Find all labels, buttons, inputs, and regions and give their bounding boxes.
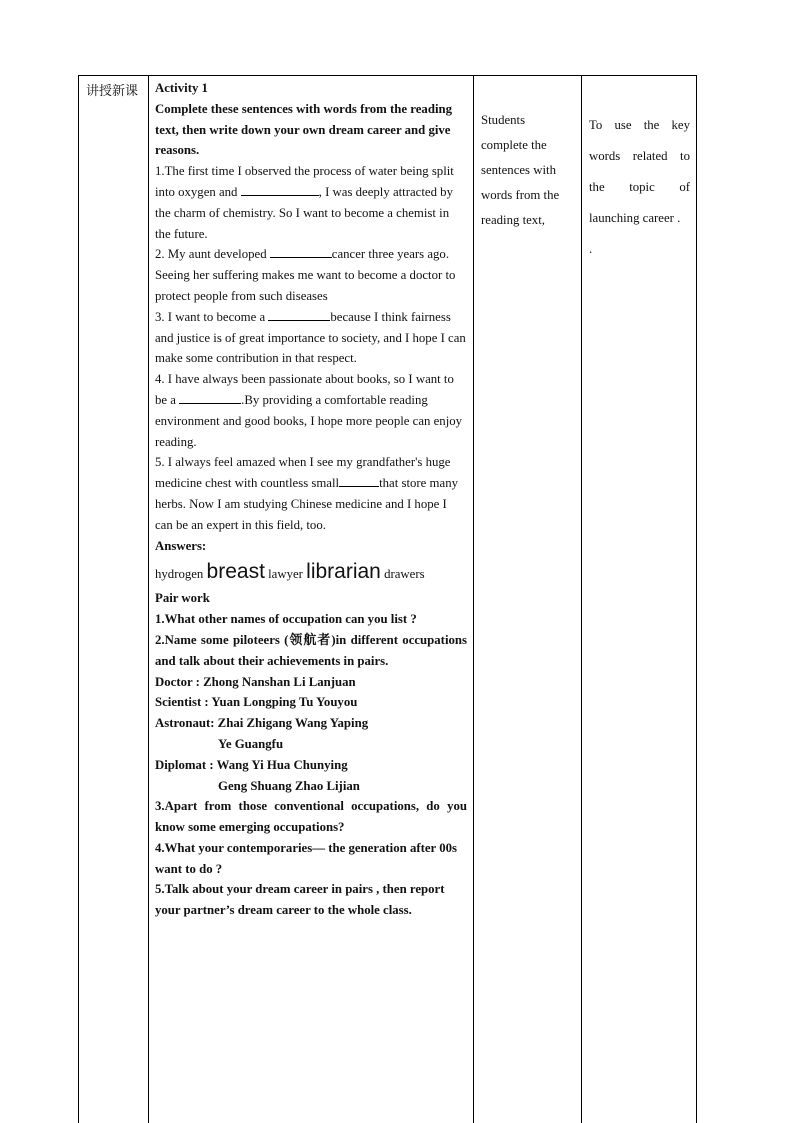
pairwork-q3: 3.Apart from those conventional occupations, do you know some emerging occupations? [155, 799, 467, 835]
sentence-2: 2. My aunt developed cancer three years ago. Seeing her suffering makes me want to become a doctor to protect people from such diseases [155, 247, 456, 303]
answers-title: Answers: [155, 538, 207, 553]
sentence-5: 5. I always feel amazed when I see my grandfather's huge medicine chest with countless small that store many herbs. Now I am studying Chinese medicine and I hope I can be an expert in this field, too. [155, 455, 458, 532]
table-border-col4 [581, 75, 582, 1123]
sentence-1: 1.The first time I observed the process of water being split into oxygen and , I was deeply attracted by the charm of chemistry. So I want to become a chemist in the future. [155, 164, 454, 241]
piloteers-diplomat-cont: Geng Shuang Zhao Lijian [218, 778, 360, 793]
pairwork-q1: 1.What other names of occupation can you list ? [155, 612, 417, 627]
activity-instruction: Complete these sentences with words from the reading text, then write down your own dream career and give reasons. [155, 101, 453, 158]
sentence-4: 4. I have always been passionate about books, so I want to be a .By providing a comfortable reading environment and good books, I hope more people can enjoy reading. [155, 372, 463, 449]
pairwork-q2: 2.Name some piloteers (领航者)in different occupations and talk about their achievements in pairs. [155, 632, 467, 668]
table-border-col3 [473, 75, 474, 1123]
student-activity-text: Students complete the sentences with words from the reading text, [481, 113, 560, 227]
answer-blank [339, 474, 379, 487]
activity-title: Activity 1 [155, 81, 208, 95]
answer-blank [241, 183, 319, 196]
pairwork-section [155, 588, 467, 921]
stage-label: 讲授新课 [86, 84, 139, 99]
table-border-right [696, 75, 697, 1123]
answer-blank [179, 391, 241, 404]
piloteers-doctor: Doctor : Zhong Nanshan Li Lanjuan [155, 674, 356, 689]
answer-3: lawyer [268, 567, 303, 582]
piloteers-diplomat: Diplomat : Wang Yi Hua Chunying [155, 757, 348, 772]
activity-cell [155, 78, 467, 921]
table-border-left [78, 75, 79, 1123]
stage-cell [86, 82, 146, 102]
piloteers-astronaut: Astronaut: Zhai Zhigang Wang Yaping [155, 716, 369, 731]
pairwork-q4: 4.What your contemporaries— the generation after 00s want to do ? [155, 840, 457, 876]
answers-row [155, 558, 467, 588]
piloteers-scientist: Scientist : Yuan Longping Tu Youyou [155, 695, 358, 710]
purpose-text: To use the key words related to the topic of launching career . [589, 118, 690, 225]
answer-blank [268, 308, 330, 321]
pairwork-title: Pair work [155, 591, 210, 606]
purpose-cell [589, 110, 690, 265]
answer-blank [270, 245, 332, 258]
piloteers-astronaut-cont: Ye Guangfu [218, 736, 284, 751]
answer-1: hydrogen [155, 567, 204, 582]
pairwork-q5: 5.Talk about your dream career in pairs , then report your partner’s dream career to the whole class. [155, 882, 445, 918]
answer-5: drawers [384, 567, 425, 582]
sentence-3: 3. I want to become a because I think fairness and justice is of great importance to society, and I hope I can make some contribution in that respect. [155, 309, 466, 366]
student-activity-cell [481, 108, 571, 233]
purpose-dot: . [589, 242, 593, 256]
table-top-border [78, 75, 697, 76]
table-border-col2 [148, 75, 149, 1123]
answer-4: librarian [306, 560, 381, 584]
answer-2: breast [206, 560, 265, 584]
